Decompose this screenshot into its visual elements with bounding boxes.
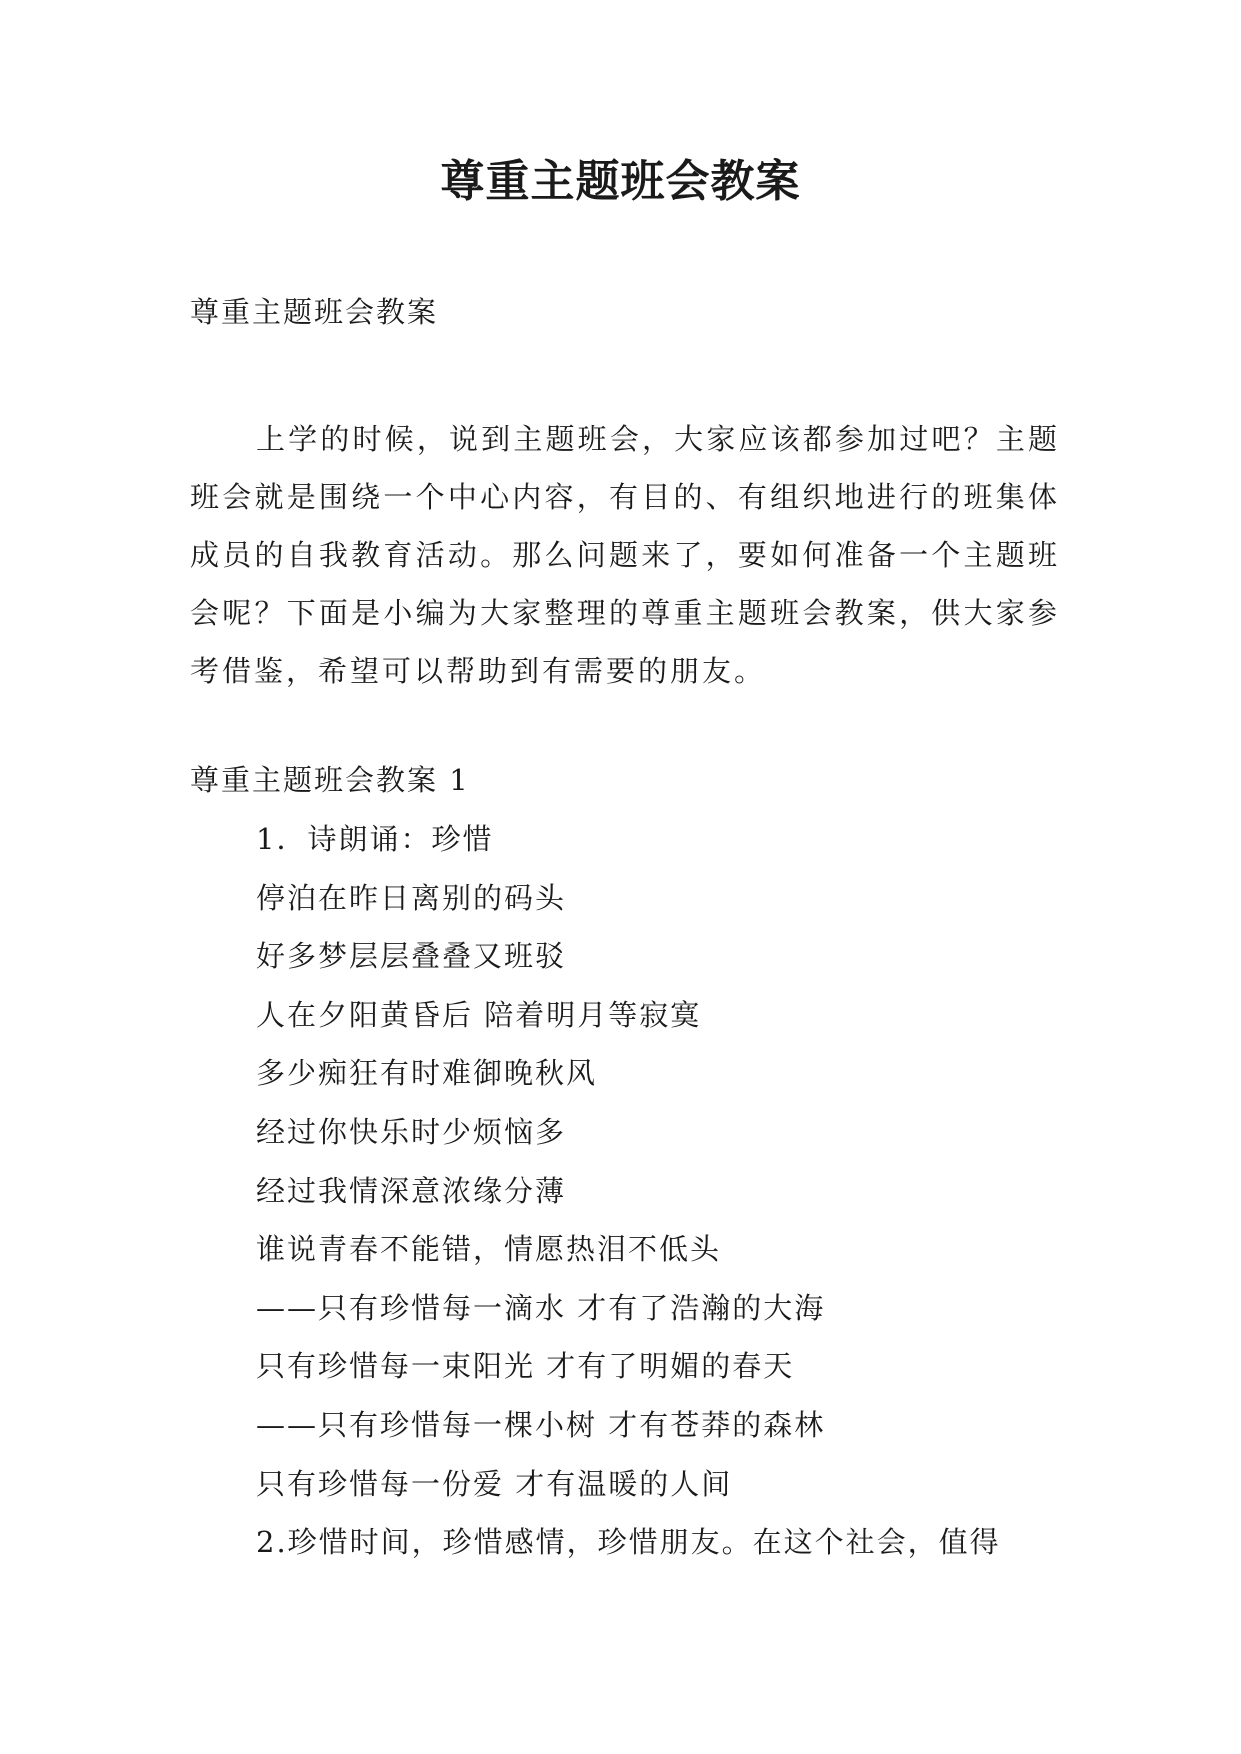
poem-line: 停泊在昨日离别的码头 — [256, 880, 567, 915]
poem-line: 只有珍惜每一份爱 才有温暖的人间 — [256, 1466, 733, 1501]
poem-line: 谁说青春不能错，情愿热泪不低头 — [256, 1232, 722, 1267]
poem-line: 只有珍惜每一束阳光 才有了明媚的春天 — [256, 1349, 795, 1384]
document-title: 尊重主题班会教案 — [440, 156, 801, 207]
poem-line: 经过我情深意浓缘分薄 — [256, 1173, 567, 1208]
poem-line: 1．诗朗诵：珍惜 — [256, 822, 494, 856]
poem-line: 经过你快乐时少烦恼多 — [256, 1114, 567, 1149]
poem-line: ——只有珍惜每一滴水 才有了浩瀚的大海 — [256, 1290, 826, 1325]
document-subtitle: 尊重主题班会教案 — [190, 295, 439, 329]
intro-paragraph: 上学的时候，说到主题班会，大家应该都参加过吧？主题班会就是围绕一个中心内容，有目的、有组织地进行的班集体成员的自我教育活动。那么问题来了，要如何准备一个主题班会呢？下面是小编为大家整理的尊重主题班会教案，供大家参考借鉴，希望可以帮助到有需要的朋友。 — [190, 422, 1060, 688]
body-line: 2.珍惜时间，珍惜感情，珍惜朋友。在这个社会，值得 — [256, 1525, 1001, 1560]
poem-line: ——只有珍惜每一棵小树 才有苍莽的森林 — [256, 1407, 826, 1442]
poem-line: 多少痴狂有时难御晚秋风 — [256, 1056, 598, 1091]
poem-lines — [256, 810, 1076, 1572]
poem-line: 好多梦层层叠叠又班驳 — [256, 939, 567, 974]
section-heading: 尊重主题班会教案 1 — [190, 763, 470, 797]
poem-line: 人在夕阳黄昏后 陪着明月等寂寞 — [256, 997, 702, 1032]
